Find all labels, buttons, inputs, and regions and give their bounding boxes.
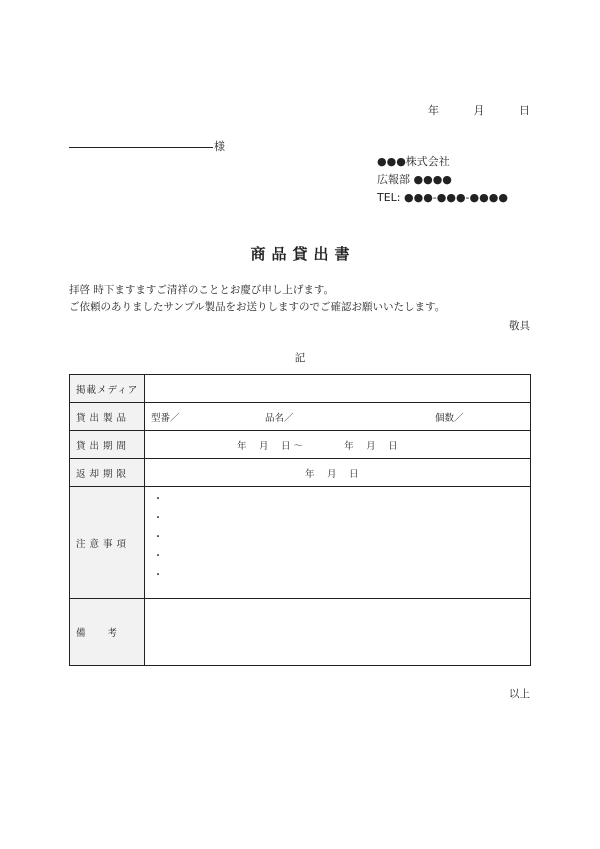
product-row — [70, 403, 531, 431]
loan-form-table — [69, 374, 531, 666]
notes-row — [70, 487, 531, 599]
notes-bullets — [145, 487, 530, 588]
notes-label: 注意事項 — [70, 487, 145, 599]
return-field[interactable] — [145, 459, 531, 487]
product-count: 個数／ — [435, 412, 464, 424]
period-value: 年 月 日 ～ 年 月 日 — [237, 440, 398, 452]
notes-bullet: ・ — [153, 494, 163, 505]
document-title: 商品貸出書 — [250, 245, 356, 263]
sender-block — [377, 153, 508, 207]
sender-department: 広報部 ●●●● — [377, 173, 452, 186]
product-model: 型番／ — [151, 412, 180, 424]
remarks-label: 備 考 — [70, 599, 145, 666]
recipient-suffix: 様 — [214, 140, 225, 153]
period-row — [70, 431, 531, 459]
media-label: 掲載メディア — [70, 375, 145, 403]
notes-bullet: ・ — [153, 532, 163, 543]
product-field[interactable] — [145, 403, 531, 431]
greeting-line-1: 拝啓 時下ますますご清祥のこととお慶び申し上げます。 — [69, 284, 334, 296]
date-field: 年 月 日 — [428, 104, 530, 117]
notes-bullet: ・ — [153, 570, 163, 581]
end-mark: 以上 — [509, 688, 530, 700]
media-row — [70, 375, 531, 403]
product-label: 貸出製品 — [70, 403, 145, 431]
return-value: 年 月 日 — [305, 468, 359, 480]
remarks-row — [70, 599, 531, 666]
period-label: 貸出期間 — [70, 431, 145, 459]
greeting-line-2: ご依頼のありましたサンプル製品をお送りしますのでご確認お願いいたします。 — [69, 301, 446, 313]
product-name: 品名／ — [265, 412, 294, 424]
ki-heading: 記 — [294, 352, 306, 364]
remarks-field[interactable] — [145, 599, 531, 666]
period-field[interactable] — [145, 431, 531, 459]
recipient-name-line — [69, 147, 213, 148]
return-label: 返却期限 — [70, 459, 145, 487]
notes-bullet: ・ — [153, 513, 163, 524]
closing: 敬具 — [509, 320, 530, 332]
media-field[interactable] — [145, 375, 531, 403]
return-row — [70, 459, 531, 487]
sender-company: ●●●株式会社 — [377, 155, 450, 168]
greeting — [69, 282, 445, 316]
notes-bullet: ・ — [153, 551, 163, 562]
sender-tel: TEL: ●●●-●●●-●●●● — [377, 191, 508, 204]
notes-field[interactable] — [145, 487, 531, 599]
